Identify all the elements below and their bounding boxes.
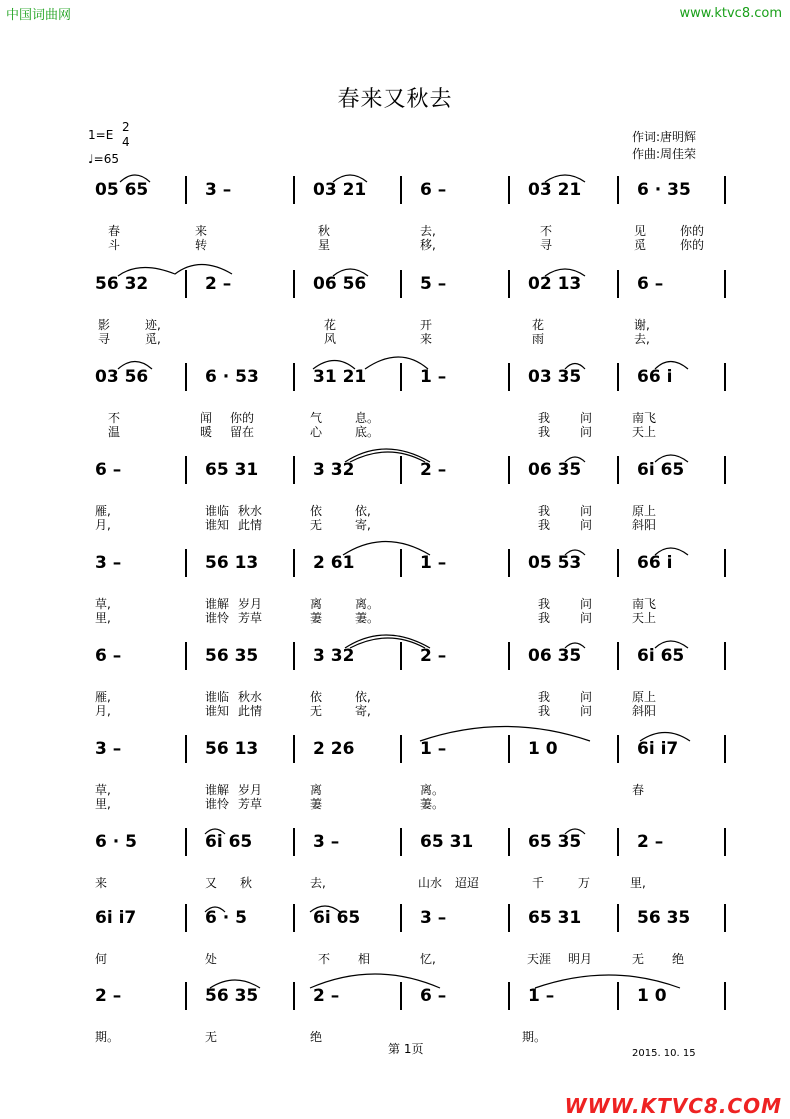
lyric-word: 天上	[632, 611, 657, 625]
measure-notes: 6 –	[637, 274, 664, 294]
measure-notes: 6 · 5	[205, 908, 247, 928]
measure-notes: 66 i	[637, 367, 673, 387]
measure-notes: 3 32	[313, 646, 355, 666]
lyric-word: 依	[310, 504, 323, 518]
time-signature-bottom: 4	[122, 135, 130, 149]
measure-notes: 2 –	[205, 274, 232, 294]
lyric-word: 来	[95, 876, 108, 890]
lyric-word: 芳草	[238, 611, 263, 625]
measure-notes: 65 31	[420, 832, 474, 852]
measure-notes: 56 13	[205, 739, 259, 759]
measure-notes: 1 –	[420, 553, 447, 573]
lyric-word: 无	[310, 518, 323, 532]
lyric-word: 我	[538, 597, 551, 611]
measure-notes: 56 35	[205, 986, 259, 1006]
lyric-word: 谁解	[205, 783, 230, 797]
lyric-word: 期。	[522, 1030, 547, 1044]
lyric-word: 暖	[200, 425, 213, 439]
measure-notes: 6 –	[95, 460, 122, 480]
lyric-word: 我	[538, 411, 551, 425]
measure-notes: 1 –	[528, 986, 555, 1006]
lyric-word: 离	[310, 597, 323, 611]
time-signature-top: 2	[122, 120, 130, 134]
measure-notes: 56 13	[205, 553, 259, 573]
lyric-word: 依	[310, 690, 323, 704]
measure-notes: 03 56	[95, 367, 149, 387]
lyric-word: 星	[318, 238, 331, 252]
lyric-word: 何	[95, 952, 108, 966]
lyric-word: 谁怜	[205, 611, 230, 625]
lyric-word: 谁知	[205, 704, 230, 718]
lyric-word: 原上	[632, 690, 657, 704]
lyric-word: 忆,	[420, 952, 436, 966]
lyric-word: 温	[108, 425, 121, 439]
lyric-word: 影	[98, 318, 111, 332]
lyric-word: 秋	[318, 224, 331, 238]
measure-notes: 31 21	[313, 367, 367, 387]
measure-notes: 1 0	[528, 739, 558, 759]
lyric-word: 月,	[95, 518, 111, 532]
lyric-word: 山水	[418, 876, 443, 890]
measure-notes: 6i 65	[637, 460, 685, 480]
measure-notes: 5 –	[420, 274, 447, 294]
lyric-word: 我	[538, 518, 551, 532]
measure-notes: 56 35	[637, 908, 691, 928]
lyric-word: 问	[580, 704, 593, 718]
measure-notes: 65 31	[205, 460, 259, 480]
lyric-word: 寄,	[355, 518, 371, 532]
lyric-word: 草,	[95, 597, 111, 611]
lyric-word: 斜阳	[632, 518, 657, 532]
lyric-word: 移,	[420, 238, 436, 252]
measure-notes: 2 61	[313, 553, 355, 573]
measure-notes: 6 –	[420, 180, 447, 200]
lyric-word: 闻	[200, 411, 213, 425]
lyric-word: 不	[318, 952, 331, 966]
lyric-word: 谢,	[634, 318, 650, 332]
lyric-word: 岁月	[238, 597, 263, 611]
lyric-word: 我	[538, 704, 551, 718]
lyric-word: 原上	[632, 504, 657, 518]
lyric-word: 寄,	[355, 704, 371, 718]
lyric-word: 雁,	[95, 690, 111, 704]
measure-notes: 6i i7	[95, 908, 137, 928]
lyric-word: 我	[538, 690, 551, 704]
lyric-word: 依,	[355, 690, 371, 704]
measure-notes: 2 –	[95, 986, 122, 1006]
lyric-word: 期。	[95, 1030, 120, 1044]
lyric-word: 月,	[95, 704, 111, 718]
lyric-word: 花	[532, 318, 545, 332]
lyric-word: 此情	[238, 518, 263, 532]
lyric-word: 谁解	[205, 597, 230, 611]
measure-notes: 6 · 5	[95, 832, 137, 852]
lyric-word: 无	[632, 952, 645, 966]
measure-notes: 6 · 53	[205, 367, 259, 387]
lyric-word: 来	[195, 224, 208, 238]
measure-notes: 3 –	[95, 553, 122, 573]
lyric-word: 雨	[532, 332, 545, 346]
lyric-word: 开	[420, 318, 433, 332]
lyric-word: 不	[108, 411, 121, 425]
measure-notes: 56 35	[205, 646, 259, 666]
lyric-word: 里,	[630, 876, 646, 890]
measure-notes: 2 –	[637, 832, 664, 852]
lyric-word: 芳草	[238, 797, 263, 811]
lyric-word: 你的	[680, 238, 705, 252]
lyric-word: 我	[538, 425, 551, 439]
lyric-word: 谁知	[205, 518, 230, 532]
lyric-word: 不	[540, 224, 553, 238]
quarter-note-icon: ♩	[88, 152, 94, 166]
lyric-word: 依,	[355, 504, 371, 518]
measure-notes: 6i 65	[313, 908, 361, 928]
watermark: WWW.KTVC8.COM	[564, 1094, 782, 1118]
measure-notes: 3 –	[313, 832, 340, 852]
measure-notes: 6 –	[420, 986, 447, 1006]
lyric-word: 你的	[230, 411, 255, 425]
measure-notes: 03 21	[313, 180, 367, 200]
lyric-word: 萋	[310, 797, 323, 811]
lyric-word: 离	[310, 783, 323, 797]
measure-notes: 6i i7	[637, 739, 679, 759]
measure-notes: 02 13	[528, 274, 582, 294]
lyricist-credit: 作词:唐明辉	[632, 130, 697, 144]
lyric-word: 问	[580, 518, 593, 532]
lyric-word: 相	[358, 952, 371, 966]
lyric-word: 岁月	[238, 783, 263, 797]
measure-notes: 05 65	[95, 180, 149, 200]
lyric-word: 明月	[568, 952, 593, 966]
lyric-word: 谁临	[205, 504, 230, 518]
lyric-word: 天上	[632, 425, 657, 439]
lyric-word: 觅	[634, 238, 647, 252]
lyric-word: 底。	[355, 425, 380, 439]
lyric-word: 又	[205, 876, 218, 890]
page-number: 第 1页	[388, 1042, 424, 1056]
lyric-word: 离。	[355, 597, 380, 611]
measure-notes: 3 –	[95, 739, 122, 759]
lyric-word: 里,	[95, 611, 111, 625]
measure-notes: 6 · 35	[637, 180, 691, 200]
measure-notes: 2 –	[313, 986, 340, 1006]
date-stamp: 2015. 10. 15	[632, 1048, 696, 1059]
measure-notes: 03 21	[528, 180, 582, 200]
measure-notes: 2 –	[420, 460, 447, 480]
lyric-word: 寻	[98, 332, 111, 346]
lyric-word: 问	[580, 504, 593, 518]
lyric-word: 花	[324, 318, 337, 332]
lyric-word: 秋水	[238, 690, 263, 704]
lyric-word: 南飞	[632, 597, 657, 611]
lyric-word: 南飞	[632, 411, 657, 425]
measure-notes: 1 0	[637, 986, 667, 1006]
lyric-word: 问	[580, 425, 593, 439]
measure-notes: 65 31	[528, 908, 582, 928]
lyric-word: 绝	[310, 1030, 323, 1044]
lyric-word: 我	[538, 504, 551, 518]
measure-notes: 03 35	[528, 367, 582, 387]
lyric-word: 斜阳	[632, 704, 657, 718]
measure-notes: 3 –	[420, 908, 447, 928]
lyric-word: 雁,	[95, 504, 111, 518]
lyric-word: 秋	[240, 876, 253, 890]
lyric-word: 问	[580, 690, 593, 704]
lyric-word: 无	[310, 704, 323, 718]
lyric-word: 千	[532, 876, 545, 890]
measure-notes: 2 –	[420, 646, 447, 666]
lyric-word: 谁怜	[205, 797, 230, 811]
measure-notes: 05 53	[528, 553, 582, 573]
lyric-word: 去,	[634, 332, 650, 346]
measure-notes: 6i 65	[637, 646, 685, 666]
lyric-word: 里,	[95, 797, 111, 811]
lyric-word: 问	[580, 411, 593, 425]
lyric-word: 问	[580, 611, 593, 625]
measure-notes: 6i 65	[205, 832, 253, 852]
lyric-word: 觅,	[145, 332, 161, 346]
key-signature: 1=E	[88, 128, 114, 142]
measure-notes: 3 –	[205, 180, 232, 200]
measure-notes: 65 35	[528, 832, 582, 852]
lyric-word: 无	[205, 1030, 218, 1044]
lyric-word: 绝	[672, 952, 685, 966]
measure-notes: 06 56	[313, 274, 367, 294]
lyric-word: 见	[634, 224, 647, 238]
lyric-word: 离。	[420, 783, 445, 797]
song-title: 春来又秋去	[337, 87, 453, 112]
lyric-word: 迢迢	[455, 876, 480, 890]
lyric-word: 秋水	[238, 504, 263, 518]
lyric-word: 风	[324, 332, 337, 346]
lyric-word: 去,	[420, 224, 436, 238]
site-name-left[interactable]: 中国词曲网	[6, 8, 72, 23]
lyric-word: 此情	[238, 704, 263, 718]
composer-credit: 作曲:周佳荣	[632, 147, 697, 161]
measure-notes: 1 –	[420, 367, 447, 387]
lyric-word: 春	[108, 224, 121, 238]
lyric-word: 春	[632, 783, 645, 797]
measure-notes: 6 –	[95, 646, 122, 666]
lyric-word: 来	[420, 332, 433, 346]
measure-notes: 56 32	[95, 274, 149, 294]
lyric-word: 问	[580, 597, 593, 611]
lyric-word: 气	[310, 411, 323, 425]
lyric-word: 谁临	[205, 690, 230, 704]
lyric-word: 心	[310, 425, 323, 439]
lyric-word: 寻	[540, 238, 553, 252]
lyric-word: 天涯	[527, 952, 552, 966]
lyric-word: 留在	[230, 425, 255, 439]
lyric-word: 萋。	[420, 797, 445, 811]
tempo-value: =65	[93, 152, 119, 166]
lyric-word: 萋。	[355, 611, 380, 625]
measure-notes: 06 35	[528, 460, 582, 480]
lyric-word: 你的	[680, 224, 705, 238]
site-url-right[interactable]: www.ktvc8.com	[679, 6, 782, 21]
measure-notes: 06 35	[528, 646, 582, 666]
measure-notes: 3 32	[313, 460, 355, 480]
lyric-word: 万	[578, 876, 591, 890]
lyric-word: 转	[195, 238, 208, 252]
measure-notes: 2 26	[313, 739, 355, 759]
lyric-word: 萋	[310, 611, 323, 625]
lyric-word: 息。	[355, 411, 380, 425]
lyric-word: 去,	[310, 876, 326, 890]
measure-notes: 66 i	[637, 553, 673, 573]
measure-notes: 1 –	[420, 739, 447, 759]
lyric-word: 我	[538, 611, 551, 625]
lyric-word: 草,	[95, 783, 111, 797]
lyric-word: 处	[205, 952, 218, 966]
lyric-word: 斗	[108, 238, 121, 252]
lyric-word: 迹,	[145, 318, 161, 332]
